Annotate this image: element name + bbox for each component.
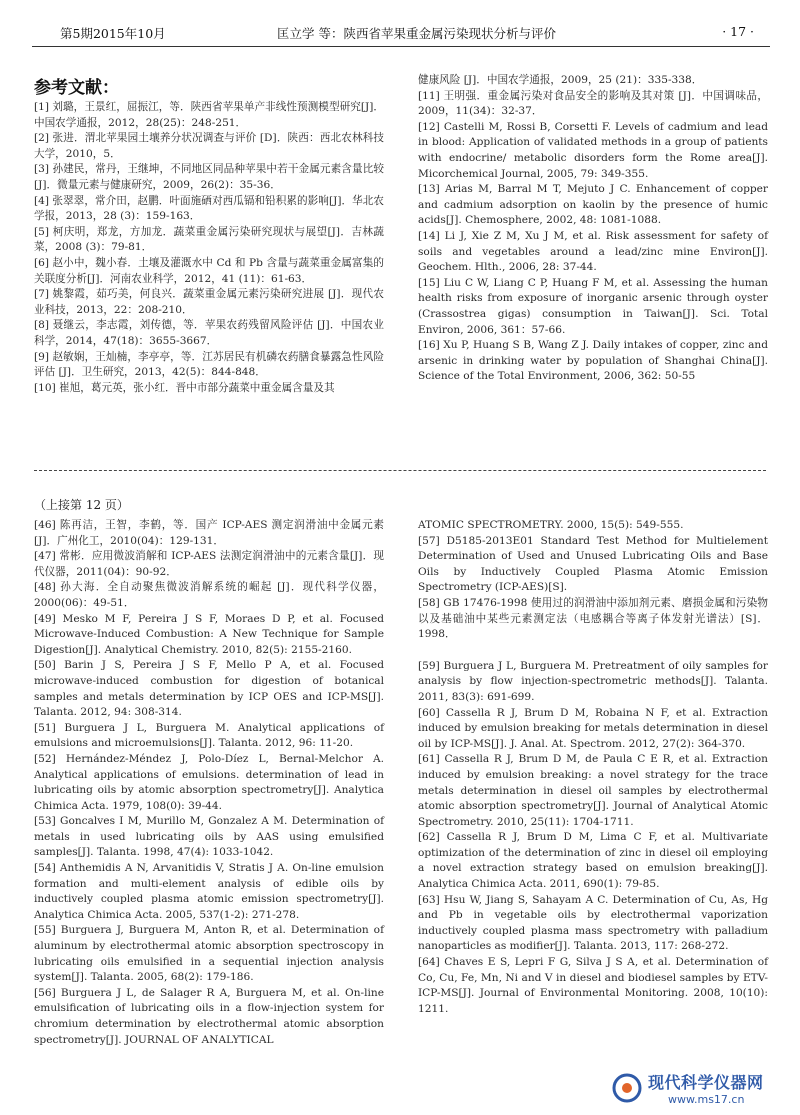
- reference-entry: [50] Barin J S, Pereira J S F, Mello P A, et al. Focused microwave-induced combustion for digestion of botanical samples and metals determination by ICP OES and ICP-MS[J]. Talanta. 2012, 94: 308-314.: [34, 659, 384, 719]
- reference-entry: [55] Burguera J, Burguera M, Anton R, et al. Determination of aluminum by electrothermal atomic absorption spectroscopy in lubricating oils emulsified in a sequential injection analysis system[J]. Talanta. 2005, 68(2): 179-186.: [34, 924, 384, 984]
- watermark-url: www.ms17.cn: [668, 1093, 745, 1106]
- reference-entry: [47] 常彬．应用微波消解和 ICP-AES 法测定润滑油中的元素含量[J]．现代仪器，2011(04)：90-92．: [34, 550, 384, 578]
- reference-entry: [4] 张翠翠，常介田，赵鹏．叶面施硒对西瓜镉和铅积累的影响[J]．华北农学报，2013，28 (3)：159-163．: [34, 194, 384, 223]
- section-divider: [34, 470, 766, 471]
- references2-left-column: [34, 518, 384, 1048]
- reference-entry: ATOMIC SPECTROMETRY. 2000, 15(5): 549-555.: [418, 519, 684, 531]
- reference-entry: [59] Burguera J L, Burguera M. Pretreatment of oily samples for analysis by flow injection-spectrometric methods[J]. Talanta. 2011, 83(3): 691-699.: [418, 659, 768, 703]
- issue-label: 第5期2015年10月: [60, 26, 166, 41]
- reference-entry: [6] 赵小中，魏小春．土壤及灌溉水中 Cd 和 Pb 含量与蔬菜重金属富集的关联度分析[J]．河南农业科学，2012，41 (11)：61-63．: [34, 256, 384, 285]
- header-rule: [32, 46, 770, 47]
- reference-entry: [61] Cassella R J, Brum D M, de Paula C E R, et al. Extraction induced by emulsion breaking: a novel strategy for the trace metals determination in diesel oil samples by electrothermal atomic absorption spectrometry[J]. Journal of Analytical Atomic Spectrometry. 2010, 25(11): 1704-1711.: [418, 753, 768, 828]
- references-heading: 参考文献：: [34, 78, 119, 98]
- reference-entry: [8] 聂继云，李志霞，刘传德，等．苹果农药残留风险评估 [J]．中国农业科学，2014，47(18)：3655-3667．: [34, 319, 384, 347]
- reference-entry: [16] Xu P, Huang S B, Wang Z J. Daily intakes of copper, zinc and arsenic in drinking water by population of Shanghai China[J]. Science of the Total Environment, 2006, 362: 50-55: [418, 339, 768, 383]
- running-header: [32, 24, 768, 44]
- reference-entry: [15] Liu C W, Liang C P, Huang F M, et al. Assessing the human health risks from exposure of inorganic arsenic through oyster (Crassostrea gigas) consumption in Taiwan[J]. Sci. Total Environ, 2006, 361：57-66.: [418, 276, 768, 336]
- references-right-column: [418, 73, 768, 385]
- reference-entry: [3] 孙建民，常丹，王继坤，不同地区同品种苹果中若干金属元素含量比较 [J]．微量元素与健康研究，2009，26(2)：35-36．: [34, 163, 384, 191]
- reference-entry: [62] Cassella R J, Brum D M, Lima C F, et al. Multivariate optimization of the determination of zinc in diesel oil employing a novel extraction strategy based on emulsion breaking[J]. Analytica Chimica Acta. 2011, 690(1): 79-85.: [418, 831, 768, 891]
- reference-entry: [11] 王明强．重金属污染对食品安全的影响及其对策 [J]．中国调味品，2009，11(34)：32-37．: [418, 89, 768, 118]
- reference-entry: [5] 柯庆明，郑龙，方加龙．蔬菜重金属污染研究现状与展望[J]．吉林蔬菜，2008 (3)：79-81．: [34, 225, 384, 254]
- running-title: 匡立学 等：陕西省苹果重金属污染现状分析与评价: [277, 26, 556, 41]
- reference-entry: [53] Goncalves I M, Murillo M, Gonzalez A M. Determination of metals in used lubricating oils by AAS using emulsified samples[J]. Talanta. 1998, 47(4): 1033-1042.: [34, 815, 384, 859]
- reference-entry: [12] Castelli M, Rossi B, Corsetti F. Levels of cadmium and lead in blood: Application of validated methods in a group of patients with endocrine/ metabolic disorders form the Rome area[J]. Micorchemical Journal, 2005, 79: 349-355.: [418, 120, 768, 180]
- reference-entry: [63] Hsu W, Jiang S, Sahayam A C. Determination of Cu, As, Hg and Pb in vegetable oils by electrothermal vaporization inductively coupled plasma mass spectrometry with palladium nanoparticles as modifier[J]. Talanta. 2013, 117: 268-272.: [418, 893, 768, 953]
- references2-right-column: [418, 518, 768, 1017]
- reference-entry: [13] Arias M, Barral M T, Mejuto J C. Enhancement of copper and cadmium adsorption on kaolin by the presence of humic acids[J]. Chemosphere, 2002, 48: 1081-1088.: [418, 183, 768, 227]
- reference-entry: [52] Hernández-Méndez J, Polo-Díez L, Bernal-Melchor A. Analytical applications of emulsions. determination of lead in lubricating oils by atomic absorption spectrometry[J]. Analytica Chimica Acta. 1979, 108(0): 39-44.: [34, 752, 384, 812]
- reference-entry: [64] Chaves E S, Lepri F G, Silva J S A, et al. Determination of Co, Cu, Fe, Mn, Ni and V in diesel and biodiesel samples by ETV-ICP-MS[J]. Journal of Environmental Monitoring. 2008, 10(10): 1211.: [418, 956, 768, 1015]
- reference-entry: [2] 张进．渭北苹果园土壤养分状况调查与评价 [D]．陕西：西北农林科技大学，2010，5．: [34, 132, 384, 160]
- logo-icon: [612, 1073, 642, 1103]
- column-gap: [418, 643, 768, 659]
- reference-entry: [60] Cassella R J, Brum D M, Robaina N F, et al. Extraction induced by emulsion breaking for metals determination in diesel oil by ICP-MS[J]. J. Anal. At. Spectrom. 2012, 27(2): 364-370.: [418, 706, 768, 750]
- page-number: · 17 ·: [722, 24, 754, 39]
- reference-entry: [54] Anthemidis A N, Arvanitidis V, Stratis J A. On-line emulsion formation and multi-element analysis of edible oils by inductively coupled plasma atomic emission spectrometry[J]. Analytica Chimica Acta. 2005, 537(1-2): 271-278.: [34, 862, 384, 921]
- reference-entry: [56] Burguera J L, de Salager R A, Burguera M, et al. On-line emulsification of lubricating oils in a flow-injection system for chromium determination by electrothermal atomic absorption spectrometry[J]. JOURNAL OF ANALYTICAL: [34, 986, 384, 1046]
- reference-entry: [14] Li J, Xie Z M, Xu J M, et al. Risk assessment for safety of soils and vegetables around a lead/zinc mine Environ[J]. Geochem. Hlth., 2006, 28: 37-44.: [418, 229, 768, 274]
- reference-entry: [58] GB 17476-1998 使用过的润滑油中添加剂元素、磨损金属和污染物以及基础油中某些元素测定法（电感耦合等离子体发射光谱法）[S]．1998．: [418, 596, 768, 641]
- reference-entry: [49] Mesko M F, Pereira J S F, Moraes D P, et al. Focused Microwave-Induced Combustion: A New Technique for Sample Digestion[J]. Analytical Chemistry. 2010, 82(5): 2155-2160.: [34, 612, 384, 656]
- reference-entry: [1] 刘璐，王景红，屈振江，等．陕西省苹果单产非线性预测模型研究[J]．中国农学通报，2012，28(25)：248-251．: [34, 101, 384, 129]
- reference-entry: [46] 陈再洁，王智，李鹤，等．国产 ICP-AES 测定润滑油中金属元素 [J]．广州化工，2010(04)：129-131．: [34, 519, 384, 547]
- reference-entry: 健康风险 [J]．中国农学通报，2009，25 (21)：335-338．: [418, 74, 703, 86]
- reference-entry: [7] 姚黎霞，茹巧美，何良兴．蔬菜重金属元素污染研究进展 [J]．现代农业科技，2013，22：208-210．: [34, 288, 384, 316]
- references-left-column: [34, 100, 384, 396]
- reference-entry: [48] 孙大海．全自动聚焦微波消解系统的崛起 [J]．现代科学仪器，2000(06)：49-51．: [34, 581, 384, 609]
- continued-note: （上接第 12 页）: [34, 498, 129, 512]
- reference-entry: [10] 崔旭，葛元英，张小红．晋中市部分蔬菜中重金属含量及其: [34, 381, 335, 394]
- site-watermark: [608, 1067, 796, 1113]
- reference-entry: [9] 赵敏娴，王灿楠，李亭亭，等．江苏居民有机磷农药膳食暴露急性风险评估 [J]．卫生研究，2013，42(5)：844-848．: [34, 350, 384, 379]
- reference-entry: [51] Burguera J L, Burguera M. Analytical applications of emulsions and microemulsions[J]. Talanta. 2012, 96: 11-20.: [34, 721, 384, 750]
- watermark-name: 现代科学仪器网: [648, 1073, 764, 1092]
- reference-entry: [57] D5185-2013E01 Standard Test Method for Multielement Determination of Used and Unused Lubricating Oils and Base Oils by Inductively Coupled Plasma Atomic Emission Spectrometry (ICP-AES)[S].: [418, 534, 768, 594]
